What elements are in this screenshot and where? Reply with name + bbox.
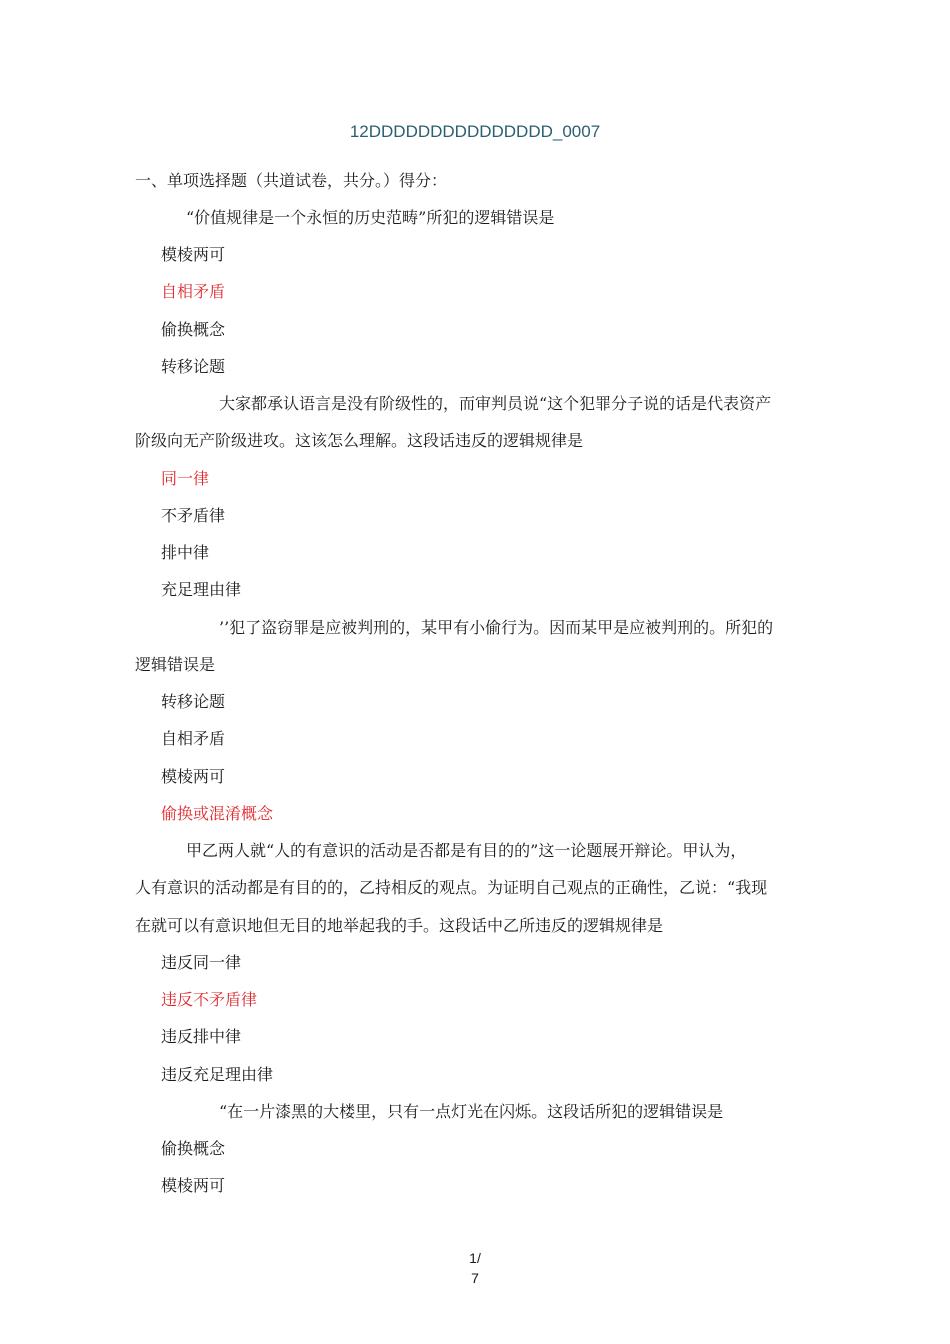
question-2-option-d: 充足理由律 [161,580,242,599]
question-4-option-a: 违反同一律 [161,953,242,972]
question-3-stem-line-1: ’’犯了盗窃罪是应被判刑的，某甲有小偷行为。因而某甲是应被判刑的。所犯的 [219,618,774,637]
question-2-stem-line-2: 阶级向无产阶级进攻。这该怎么理解。这段话违反的逻辑规律是 [135,431,584,450]
question-4-stem-line-1: 甲乙两人就“人的有意识的活动是否都是有目的的”这一论题展开辩论。甲认为， [186,841,747,860]
page-number-current: 1/ [469,1250,481,1266]
question-4-option-b-correct: 违反不矛盾律 [161,990,258,1009]
question-3-option-b: 自相矛盾 [161,729,226,748]
question-1-stem: “价值规律是一个永恒的历史范畴”所犯的逻辑错误是 [186,208,555,227]
question-4-stem-line-3: 在就可以有意识地但无目的地举起我的手。这段话中乙所违反的逻辑规律是 [135,916,664,935]
question-4-option-c: 违反排中律 [161,1027,242,1046]
question-2-option-a-correct: 同一律 [161,469,210,488]
document-title: 12DDDDDDDDDDDDDDD_0007 [349,122,601,141]
page-number-total: 7 [471,1270,479,1286]
question-5-option-a: 偷换概念 [161,1139,226,1158]
question-1-option-c: 偷换概念 [161,320,226,339]
question-3-option-d-correct: 偷换或混淆概念 [161,804,274,823]
question-1-option-a: 模棱两可 [161,245,226,264]
question-3-option-c: 模棱两可 [161,767,226,786]
question-3-stem-line-2: 逻辑错误是 [135,655,216,674]
question-5-stem: “在一片漆黑的大楼里，只有一点灯光在闪烁。这段话所犯的逻辑错误是 [219,1102,724,1121]
question-2-stem-line-1: 大家都承认语言是没有阶级性的，而审判员说“这个犯罪分子说的话是代表资产 [219,394,772,413]
section-heading: 一、单项选择题（共道试卷，共分。）得分： [135,171,448,190]
question-2-option-c: 排中律 [161,543,210,562]
question-2-option-b: 不矛盾律 [161,506,226,525]
question-1-option-d: 转移论题 [161,357,226,376]
question-4-option-d: 违反充足理由律 [161,1065,274,1084]
question-4-stem-line-2: 人有意识的活动都是有目的的，乙持相反的观点。为证明自己观点的正确性，乙说：“我现 [135,878,768,897]
question-1-option-b-correct: 自相矛盾 [161,282,226,301]
question-5-option-b: 模棱两可 [161,1176,226,1195]
question-3-option-a: 转移论题 [161,692,226,711]
